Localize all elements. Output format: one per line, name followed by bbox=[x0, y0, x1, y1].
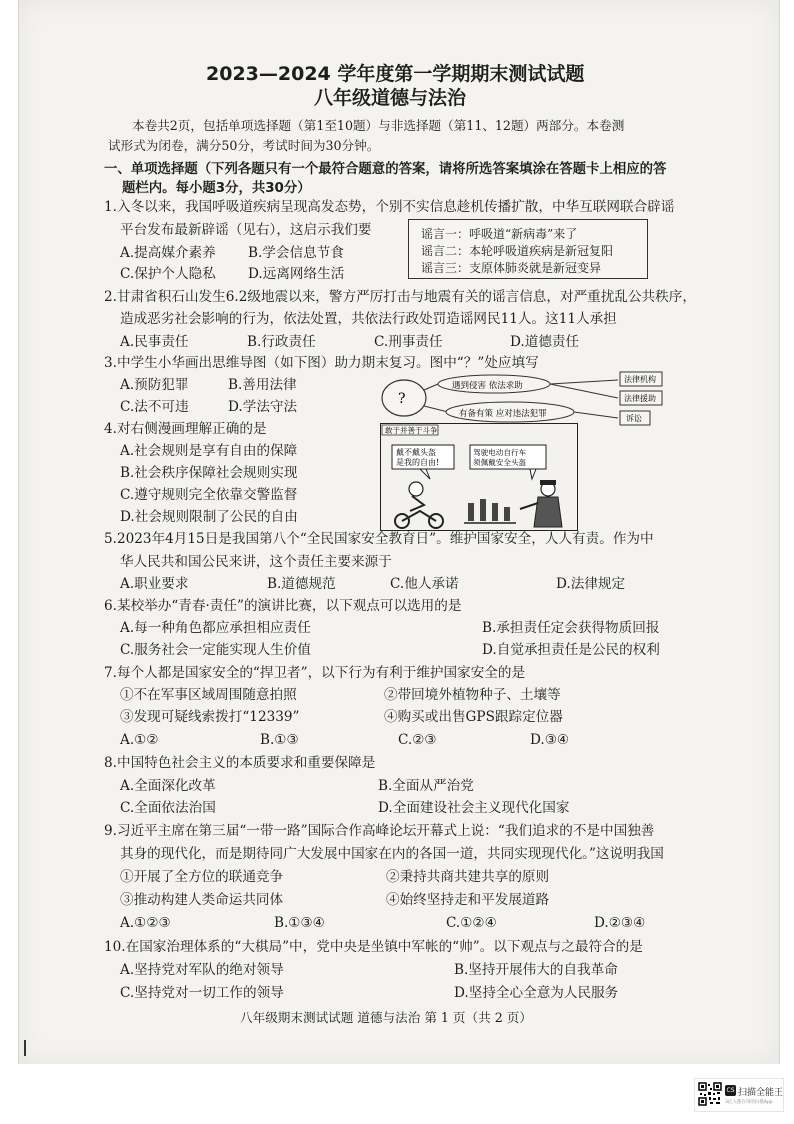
q1-option-d[interactable]: D.远离网络生活 bbox=[248, 266, 345, 282]
q7-option-a[interactable]: A.①② bbox=[120, 732, 159, 748]
intro-line-1: 本卷共2页，包括单项选择题（第1至10题）与非选择题（第11、12题）两部分。本卷测 bbox=[132, 118, 625, 133]
q5-stem-2: 华人民共和国公民来讲，这个责任主要来源于 bbox=[120, 554, 392, 570]
mind-map-box-3-text: 诉讼 bbox=[626, 414, 642, 423]
q6-option-c[interactable]: C.服务社会一定能实现人生价值 bbox=[120, 642, 311, 658]
mind-map-box-2-text: 法律援助 bbox=[624, 394, 656, 403]
q8-option-b[interactable]: B.全面从严治党 bbox=[378, 778, 474, 794]
speech-right-line-2: 须佩戴安全头盔 bbox=[473, 458, 527, 467]
exam-title: 2023—2024 学年度第一学期期末测试试题 bbox=[206, 63, 585, 85]
camscanner-name: 扫描全能王 bbox=[738, 1088, 784, 1098]
q4-option-b[interactable]: B.社会秩序保障社会规则实现 bbox=[120, 465, 298, 481]
q8-option-c[interactable]: C.全面依法治国 bbox=[120, 800, 216, 816]
q9-option-b[interactable]: B.①③④ bbox=[274, 915, 325, 931]
mind-map-box-1-text: 法律机构 bbox=[624, 375, 656, 384]
q9-option-a[interactable]: A.①②③ bbox=[120, 915, 171, 931]
q8-stem: 8.中国特色社会主义的本质要求和重要保障是 bbox=[104, 755, 376, 771]
q8-option-d[interactable]: D.全面建设社会主义现代化国家 bbox=[378, 800, 570, 816]
speech-left-line-2: 是我的自由! bbox=[396, 458, 440, 467]
q6-option-b[interactable]: B.承担责任定会获得物质回报 bbox=[482, 620, 660, 636]
q9-stem-2: 其身的现代化，而是期待同广大发展中国家在内的各国一道，共同实现现代化。”这说明我国 bbox=[120, 846, 664, 862]
intro-line-2: 试形式为闭卷，满分50分，考试时间为30分钟。 bbox=[108, 138, 380, 153]
q5-stem: 5.2023年4月15日是我国第八个“全民国家安全教育日”。维护国家安全，人人有责。作为中 bbox=[104, 531, 654, 547]
q10-option-d[interactable]: D.坚持全心全意为人民服务 bbox=[454, 985, 619, 1001]
q1-option-a[interactable]: A.提高媒介素养 bbox=[120, 245, 216, 261]
q9-item-3: ③推动构建人类命运共同体 bbox=[120, 892, 284, 908]
q5-option-c[interactable]: C.他人承诺 bbox=[390, 576, 459, 592]
q5-option-d[interactable]: D.法律规定 bbox=[556, 576, 626, 592]
q4-stem: 4.对右侧漫画理解正确的是 bbox=[104, 421, 267, 437]
q2-option-c[interactable]: C.刑事责任 bbox=[374, 334, 443, 350]
q6-option-d[interactable]: D.自觉承担责任是公民的权利 bbox=[482, 642, 660, 658]
q9-stem: 9.习近平主席在第三届“一带一路”国际合作高峰论坛开幕式上说：“我们追求的不是中国独善 bbox=[104, 823, 655, 839]
q1-stem: 1.入冬以来，我国呼吸道疾病呈现高发态势，个别不实信息趁机传播扩散，中华互联网联合辟谣 bbox=[104, 199, 675, 215]
q3-stem: 3.中学生小华画出思维导图（如下图）助力期末复习。图中“？”处应填写 bbox=[104, 355, 539, 371]
speech-right-line-1: 驾驶电动自行车 bbox=[473, 448, 527, 457]
q6-stem: 6.某校举办“青春·责任”的演讲比赛，以下观点可以选用的是 bbox=[104, 598, 462, 614]
section-heading-2: 题栏内。每小题3分，共30分） bbox=[122, 181, 311, 196]
q9-item-1: ①开展了全方位的联通竞争 bbox=[120, 869, 284, 885]
q3-option-d[interactable]: D.学法守法 bbox=[228, 399, 298, 415]
q5-option-a[interactable]: A.职业要求 bbox=[120, 576, 189, 592]
rumor-3: 谣言三：支原体肺炎就是新冠变异 bbox=[421, 261, 602, 275]
rumor-box bbox=[408, 219, 648, 279]
q2-option-d[interactable]: D.道德责任 bbox=[510, 334, 580, 350]
q3-option-c[interactable]: C.法不可违 bbox=[120, 399, 189, 415]
q7-option-b[interactable]: B.①③ bbox=[260, 732, 299, 748]
mind-map-center-text: ? bbox=[398, 391, 406, 407]
q9-item-2: ②秉持共商共建共享的原则 bbox=[386, 869, 550, 885]
q1-stem-2: 平台发布最新辟谣（见右），这启示我们要 bbox=[120, 222, 372, 238]
q7-stem: 7.每个人都是国家安全的“捍卫者”，以下行为有利于维护国家安全的是 bbox=[104, 665, 526, 681]
q7-option-d[interactable]: D.③④ bbox=[530, 732, 570, 748]
helmet-cartoon bbox=[380, 423, 578, 531]
q5-option-b[interactable]: B.道德规范 bbox=[267, 576, 336, 592]
q7-item-1: ①不在军事区域周围随意拍照 bbox=[120, 687, 297, 703]
q6-option-a[interactable]: A.每一种角色都应承担相应责任 bbox=[120, 620, 311, 636]
q10-option-a[interactable]: A.坚持党对军队的绝对领导 bbox=[120, 962, 284, 978]
qr-code-icon bbox=[698, 1082, 722, 1106]
speech-left-line-1: 戴不戴头盔 bbox=[396, 448, 436, 457]
q7-item-3: ③发现可疑线索拨打“12339” bbox=[120, 709, 300, 725]
q4-option-c[interactable]: C.遵守规则完全依靠交警监督 bbox=[120, 487, 298, 503]
q3-option-a[interactable]: A.预防犯罪 bbox=[120, 377, 189, 393]
q10-option-c[interactable]: C.坚持党对一切工作的领导 bbox=[120, 985, 284, 1001]
mind-map-branch-1-text: 遇到侵害 依法求助 bbox=[452, 381, 523, 391]
camscanner-logo-icon: CS bbox=[726, 1087, 735, 1094]
q3-option-b[interactable]: B.善用法律 bbox=[228, 377, 297, 393]
q8-option-a[interactable]: A.全面深化改革 bbox=[120, 778, 216, 794]
q7-item-2: ②带回境外植物种子、土壤等 bbox=[384, 687, 561, 703]
page-footer: 八年级期末测试试题 道德与法治 第 1 页（共 2 页） bbox=[240, 1010, 532, 1025]
mind-map-branch-2-text: 有备有策 应对违法犯罪 bbox=[459, 409, 547, 419]
q2-stem: 2.甘肃省积石山发生6.2级地震以来，警方严厉打击与地震有关的谣言信息，对严重扰乱公共秩序， bbox=[104, 289, 696, 305]
rumor-2: 谣言二：本轮呼吸道疾病是新冠复阳 bbox=[421, 244, 614, 258]
q4-option-a[interactable]: A.社会规则是享有自由的保障 bbox=[120, 443, 298, 459]
scanner-watermark bbox=[694, 1078, 784, 1112]
mind-map bbox=[374, 368, 694, 430]
q9-option-c[interactable]: C.①②④ bbox=[446, 915, 497, 931]
q2-stem-2: 造成恶劣社会影响的行为，依法处置，共依法行政处罚造谣网民11人。这11人承担 bbox=[120, 311, 617, 327]
q4-option-d[interactable]: D.社会规则限制了公民的自由 bbox=[120, 509, 298, 525]
section-heading: 一、单项选择题（下列各题只有一个最符合题意的答案，请将所选答案填涂在答题卡上相应的答 bbox=[104, 162, 667, 177]
q9-option-d[interactable]: D.②③④ bbox=[594, 915, 646, 931]
q1-option-b[interactable]: B.学会信息节食 bbox=[248, 245, 344, 261]
q10-stem: 10.在国家治理体系的“大棋局”中，党中央是坐镇中军帐的“帅”。以下观点与之最符合的是 bbox=[104, 939, 643, 955]
q2-option-a[interactable]: A.民事责任 bbox=[120, 334, 189, 350]
q7-option-c[interactable]: C.②③ bbox=[398, 732, 437, 748]
scan-mark bbox=[24, 1040, 26, 1056]
q2-option-b[interactable]: B.行政责任 bbox=[247, 334, 316, 350]
q9-item-4: ④始终坚持走和平发展道路 bbox=[386, 892, 550, 908]
mind-map-bottom-text: 敢于并善于斗争 bbox=[385, 426, 438, 435]
rumor-1: 谣言一：呼吸道“新病毒”来了 bbox=[421, 227, 578, 241]
q7-item-4: ④购买或出售GPS跟踪定位器 bbox=[384, 709, 563, 725]
camscanner-tagline: 3亿人都在用的扫描App bbox=[725, 1100, 773, 1105]
exam-subtitle: 八年级道德与法治 bbox=[314, 87, 467, 109]
q1-option-c[interactable]: C.保护个人隐私 bbox=[120, 266, 216, 282]
q10-option-b[interactable]: B.坚持开展伟大的自我革命 bbox=[454, 962, 618, 978]
